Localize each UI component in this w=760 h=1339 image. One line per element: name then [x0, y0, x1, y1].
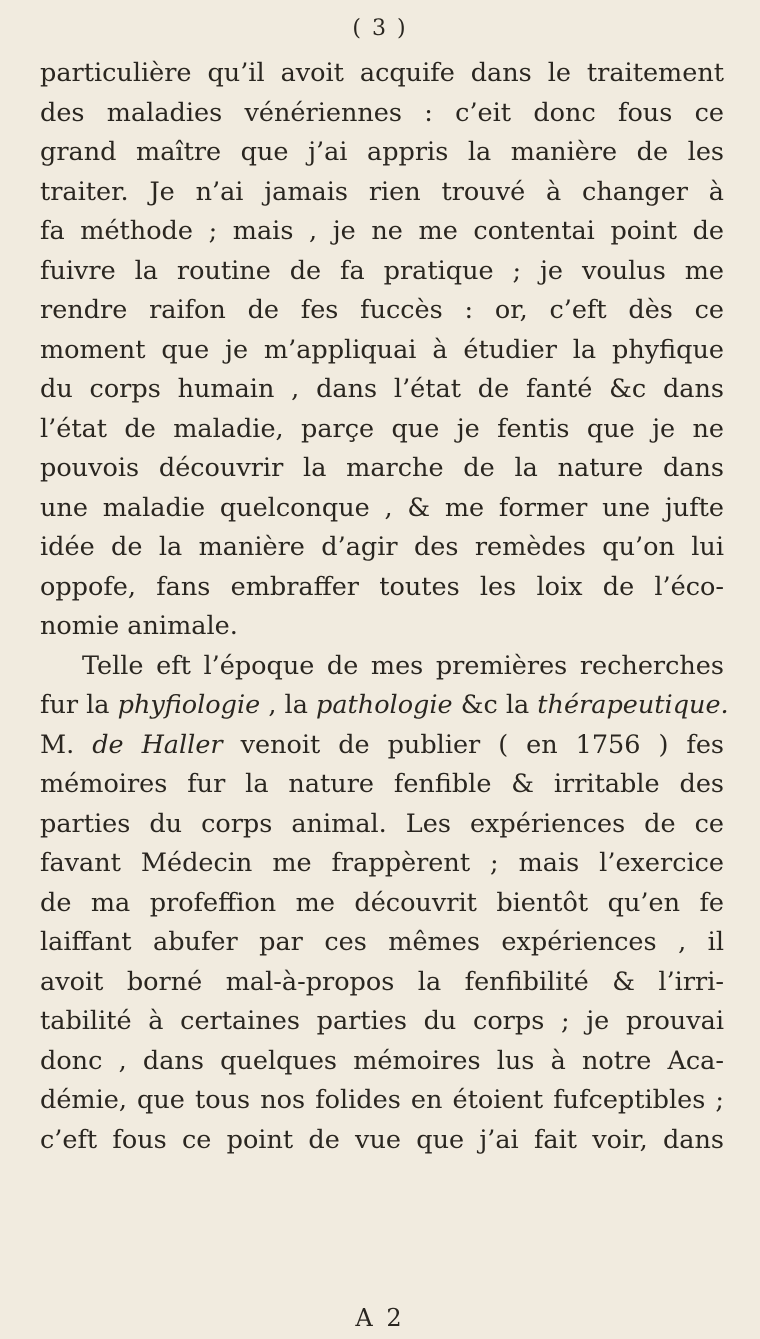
text-line: du corps humain , dans l’état de fanté &c dans	[40, 374, 724, 404]
text-line: M. de Haller venoit de publier ( en 1756 ) fes	[40, 729, 724, 760]
text-line: rendre raifon de fes fuccès : or, c’eft dès ce	[40, 295, 724, 325]
text-line: oppofe, fans embraffer toutes les loix de l’éco-	[40, 571, 724, 602]
page-number: ( 3 )	[352, 16, 408, 41]
signature-mark: A 2	[355, 1304, 405, 1332]
text-line: parties du corps animal. Les expériences de ce	[40, 808, 724, 839]
text-line: moment que je m’appliquai à étudier la phyfique	[40, 334, 724, 365]
text-line: une maladie quelconque , & me former une jufte	[40, 492, 724, 523]
text-line: avoit borné mal-à-propos la fenfibilité & l’irri-	[40, 966, 724, 997]
text-line: mémoires fur la nature fenfible & irritable des	[40, 769, 724, 799]
text-line: fur la phyfiologie , la pathologie &c la thérapeutique.	[40, 690, 729, 720]
text-line: nomie animale.	[40, 611, 238, 641]
text-line: fuivre la routine de fa pratique ; je voulus me	[40, 255, 724, 286]
text-line: traiter. Je n’ai jamais rien trouvé à changer à	[40, 176, 724, 207]
body-text	[40, 54, 729, 1160]
italic-term: pathologie	[316, 690, 453, 720]
text-line: laiffant abufer par ces mêmes expériences , il	[40, 927, 724, 957]
text-line: des maladies vénériennes : c’eit donc fous ce	[40, 97, 724, 128]
text-line: idée de la manière d’agir des remèdes qu’on lui	[40, 532, 724, 562]
text-line: l’état de maladie, parçe que je fentis que je ne	[40, 413, 724, 444]
italic-name: de Haller	[92, 729, 223, 760]
text-line: de ma profeffion me découvrit bientôt qu’en fe	[40, 887, 724, 918]
text-line: c’eft fous ce point de vue que j’ai fait voir, dans	[40, 1124, 724, 1155]
italic-term: phyfiologie	[117, 690, 261, 720]
text-line: tabilité à certaines parties du corps ; je prouvai	[40, 1006, 724, 1036]
text-line: grand maître que j’ai appris la manière de les	[40, 137, 724, 167]
text-line: favant Médecin me frappèrent ; mais l’exercice	[40, 848, 724, 878]
text-line: particulière qu’il avoit acquife dans le traitement	[40, 58, 724, 88]
text-line: démie, que tous nos folides en étoient fufceptibles ;	[40, 1085, 724, 1115]
text-line: fa méthode ; mais , je ne me contentai point de	[40, 216, 724, 246]
text-line: Telle eft l’époque de mes premières recherches	[82, 650, 724, 681]
italic-term: thérapeutique.	[537, 690, 729, 720]
text-line: pouvois découvrir la marche de la nature dans	[40, 453, 724, 483]
text-line: donc , dans quelques mémoires lus à notre Aca-	[40, 1045, 724, 1076]
